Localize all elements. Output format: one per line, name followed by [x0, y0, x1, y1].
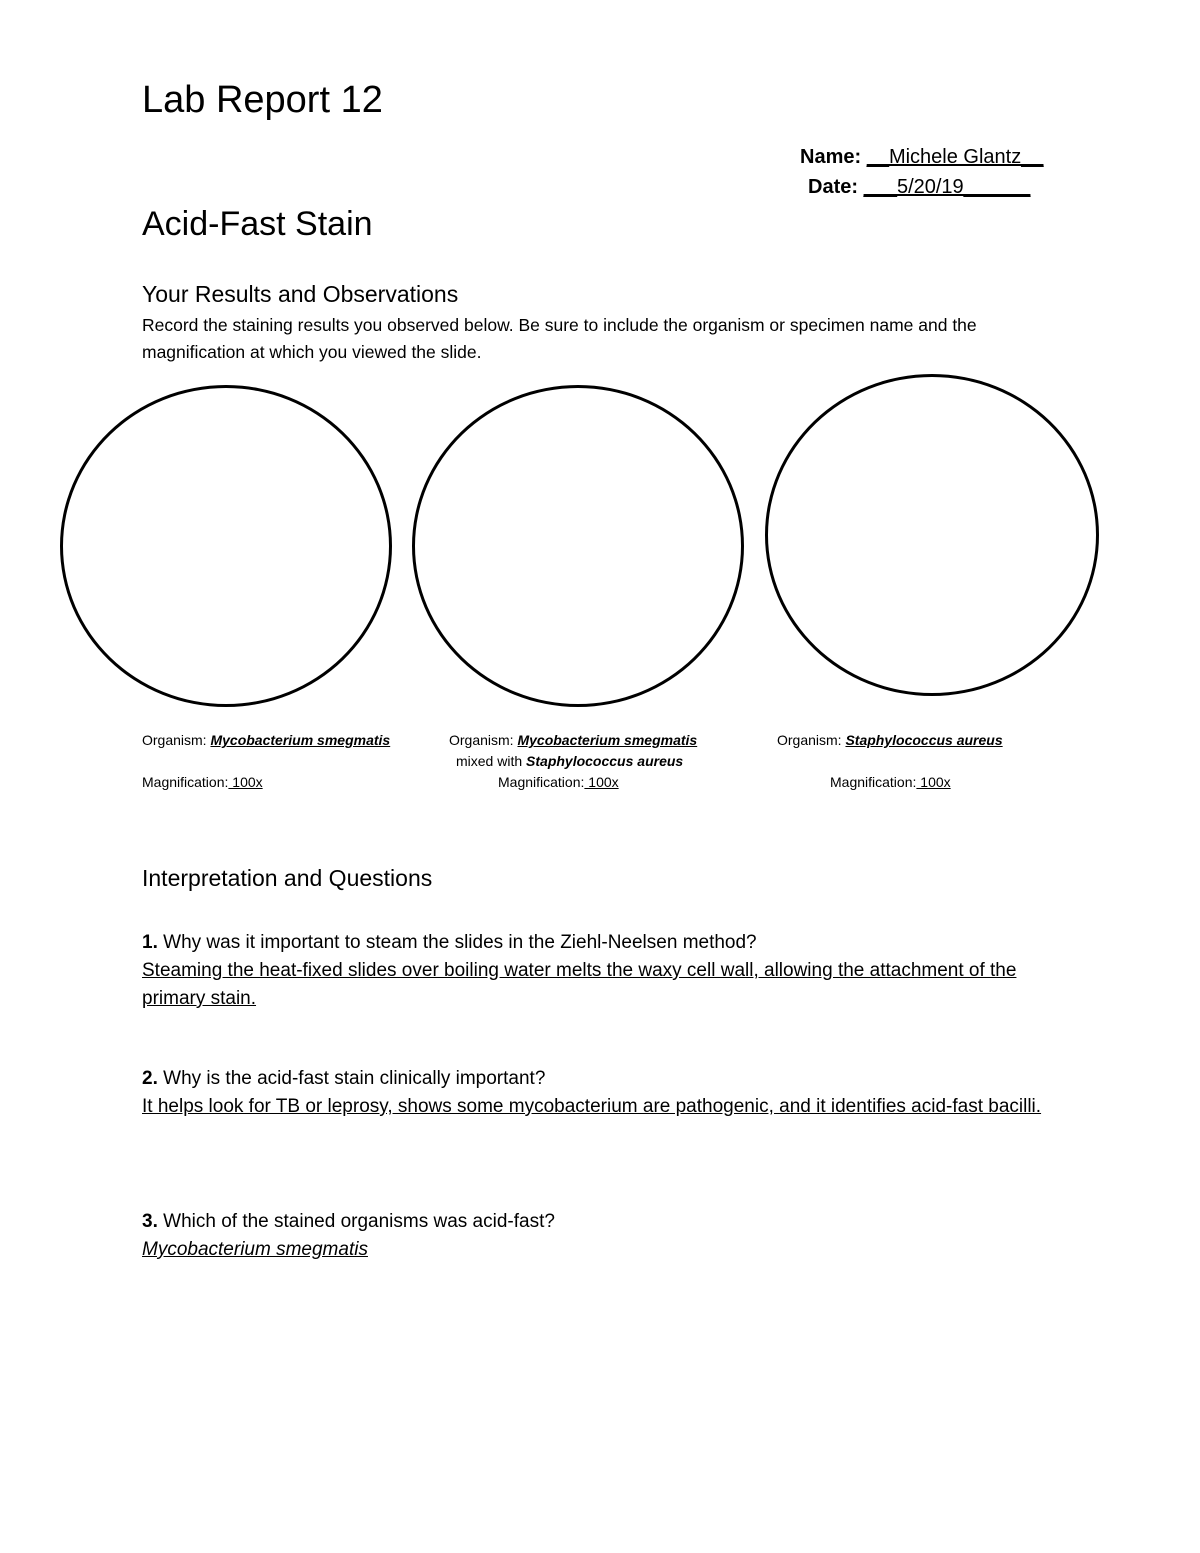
- magnification-label: Magnification:: [142, 774, 229, 790]
- question-text: [142, 1208, 1042, 1236]
- name-line: [800, 145, 1043, 169]
- question-text: [142, 1065, 1042, 1093]
- slide-3-magnification: [830, 772, 951, 792]
- slide-2-magnification: [498, 772, 619, 792]
- interpretation-heading: Interpretation and Questions: [142, 865, 433, 891]
- magnification-value: 100x: [916, 774, 951, 790]
- magnification-value: 100x: [228, 774, 263, 790]
- question-prompt: Why is the acid-fast stain clinically important?: [157, 1068, 546, 1089]
- slide-2-organism: [449, 730, 697, 750]
- answer-text: It helps look for TB or leprosy, shows some mycobacterium are pathogenic, and it identifies acid-fast bacilli.: [142, 1096, 1042, 1117]
- organism-name: Staphylococcus aureus: [845, 732, 1003, 748]
- slide-view-circle-2: [412, 385, 744, 707]
- organism-name: Mycobacterium smegmatis: [210, 732, 391, 748]
- mixed-label: mixed with: [456, 753, 523, 769]
- results-instructions: Record the staining results you observed below. Be sure to include the organism or specimen name and the magnification at which you viewed the slide.: [142, 315, 977, 362]
- question-number: 3.: [142, 1211, 158, 1232]
- question-3: [142, 1208, 1042, 1264]
- date-label: Date:: [808, 176, 859, 198]
- organism-label: Organism:: [142, 732, 207, 748]
- magnification-value: 100x: [584, 774, 619, 790]
- page-subtitle: Acid-Fast Stain: [142, 205, 373, 243]
- question-prompt: Which of the stained organisms was acid-fast?: [157, 1211, 555, 1232]
- organism-name: Mycobacterium smegmatis: [517, 732, 698, 748]
- organism-label: Organism:: [777, 732, 842, 748]
- magnification-label: Magnification:: [498, 774, 585, 790]
- report-title: Lab Report 12: [142, 79, 383, 121]
- question-number: 2.: [142, 1068, 158, 1089]
- date-line: [808, 175, 1030, 199]
- question-2: [142, 1065, 1042, 1121]
- slide-view-circle-3: [765, 374, 1099, 696]
- slide-1-organism: [142, 730, 390, 750]
- question-1: [142, 929, 1042, 1013]
- slide-2-mixed: [456, 751, 683, 771]
- name-label: Name:: [800, 146, 862, 168]
- magnification-label: Magnification:: [830, 774, 917, 790]
- mixed-organism: Staphylococcus aureus: [526, 753, 684, 769]
- slide-1-magnification: [142, 772, 263, 792]
- organism-label: Organism:: [449, 732, 514, 748]
- answer-text: Steaming the heat-fixed slides over boiling water melts the waxy cell wall, allowing the attachment of the primary stain.: [142, 960, 1017, 1009]
- question-text: [142, 929, 1042, 957]
- results-heading: Your Results and Observations: [142, 281, 459, 307]
- answer-text: Mycobacterium smegmatis: [142, 1239, 368, 1260]
- name-value: __Michele Glantz__: [866, 146, 1044, 168]
- date-value: ___5/20/19______: [863, 176, 1031, 198]
- slide-3-organism: [777, 730, 1003, 750]
- question-number: 1.: [142, 932, 158, 953]
- slide-view-circle-1: [60, 385, 392, 707]
- question-prompt: Why was it important to steam the slides in the Ziehl-Neelsen method?: [157, 932, 757, 953]
